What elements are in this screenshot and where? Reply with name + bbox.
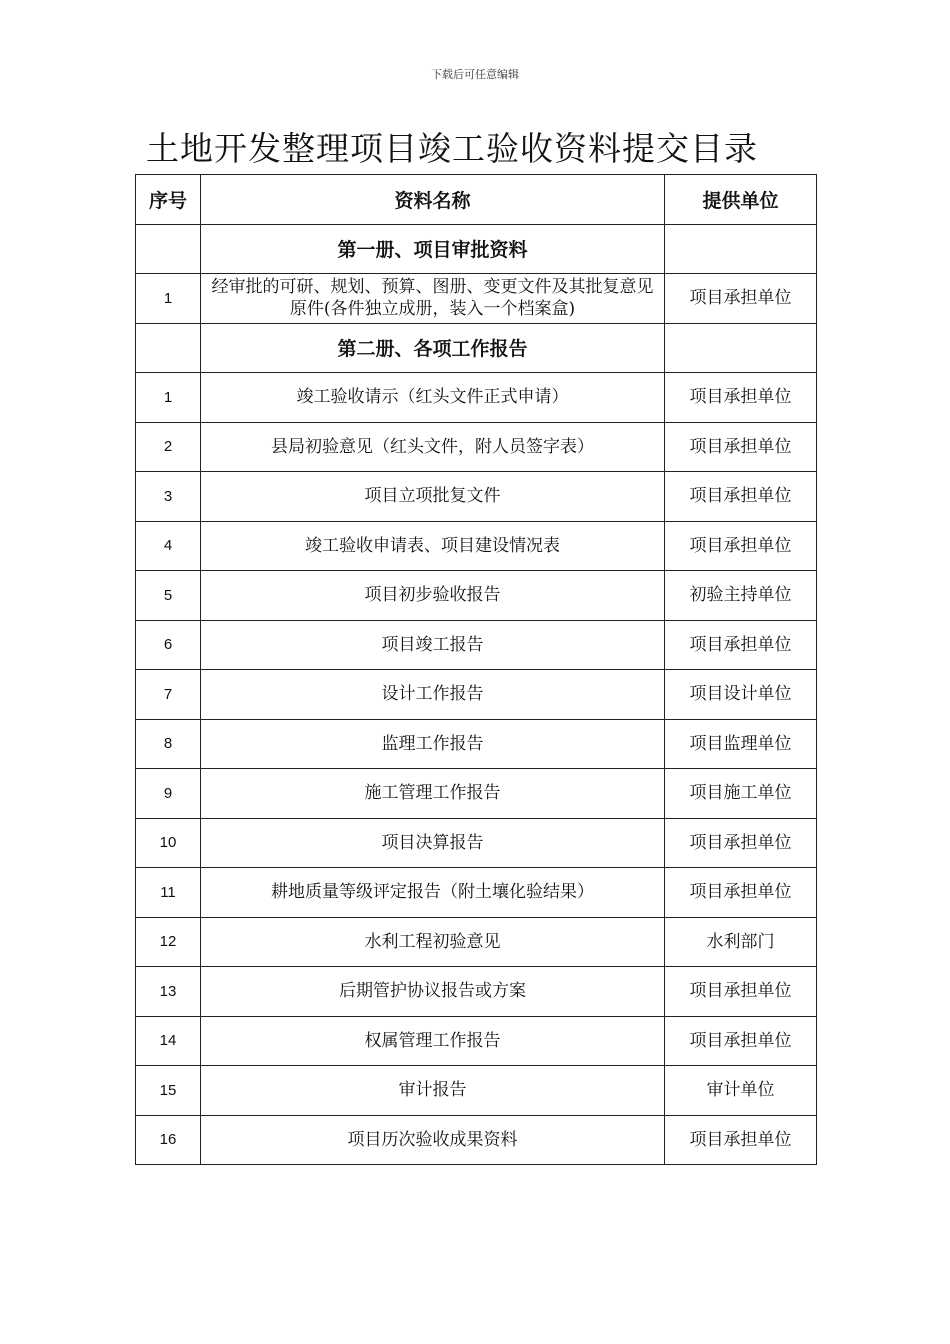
provider-unit: 初验主持单位 <box>665 571 817 621</box>
row-number: 2 <box>136 422 201 472</box>
provider-unit: 水利部门 <box>665 917 817 967</box>
section-row <box>136 224 817 274</box>
provider-unit: 项目承担单位 <box>665 967 817 1017</box>
provider-unit: 审计单位 <box>665 1066 817 1116</box>
table-row <box>136 274 817 324</box>
document-name: 项目立项批复文件 <box>201 472 665 522</box>
document-name: 水利工程初验意见 <box>201 917 665 967</box>
document-name: 项目历次验收成果资料 <box>201 1115 665 1165</box>
table-row <box>136 373 817 423</box>
row-number: 15 <box>136 1066 201 1116</box>
row-number: 10 <box>136 818 201 868</box>
table-row <box>136 719 817 769</box>
row-number: 4 <box>136 521 201 571</box>
document-name: 经审批的可研、规划、预算、图册、变更文件及其批复意见原件(各件独立成册，装入一个档案盒) <box>201 274 665 324</box>
document-name: 设计工作报告 <box>201 670 665 720</box>
column-header-no: 序号 <box>136 175 201 225</box>
document-name: 权属管理工作报告 <box>201 1016 665 1066</box>
row-number: 9 <box>136 769 201 819</box>
provider-unit: 项目承担单位 <box>665 1115 817 1165</box>
row-number: 5 <box>136 571 201 621</box>
provider-unit: 项目监理单位 <box>665 719 817 769</box>
row-number: 12 <box>136 917 201 967</box>
page-title: 土地开发整理项目竣工验收资料提交目录 <box>146 129 758 168</box>
provider-unit: 项目承担单位 <box>665 274 817 324</box>
row-number: 16 <box>136 1115 201 1165</box>
section-unit-cell <box>665 323 817 373</box>
document-name: 审计报告 <box>201 1066 665 1116</box>
document-name: 竣工验收申请表、项目建设情况表 <box>201 521 665 571</box>
table-row <box>136 521 817 571</box>
provider-unit: 项目承担单位 <box>665 818 817 868</box>
provider-unit: 项目施工单位 <box>665 769 817 819</box>
provider-unit: 项目承担单位 <box>665 620 817 670</box>
row-number: 14 <box>136 1016 201 1066</box>
provider-unit: 项目承担单位 <box>665 373 817 423</box>
row-number: 3 <box>136 472 201 522</box>
table-row <box>136 818 817 868</box>
document-name: 后期管护协议报告或方案 <box>201 967 665 1017</box>
column-header-unit: 提供单位 <box>665 175 817 225</box>
document-name: 县局初验意见（红头文件，附人员签字表） <box>201 422 665 472</box>
header-note: 下载后可任意编辑 <box>431 68 519 81</box>
table-row <box>136 670 817 720</box>
document-name: 耕地质量等级评定报告（附土壤化验结果） <box>201 868 665 918</box>
provider-unit: 项目承担单位 <box>665 521 817 571</box>
table-header-row <box>136 175 817 225</box>
table-row <box>136 917 817 967</box>
table-row <box>136 769 817 819</box>
document-name: 项目竣工报告 <box>201 620 665 670</box>
section-unit-cell <box>665 224 817 274</box>
section-row <box>136 323 817 373</box>
catalog-table <box>135 174 817 1165</box>
section-title: 第二册、各项工作报告 <box>201 323 665 373</box>
row-number: 1 <box>136 274 201 324</box>
provider-unit: 项目承担单位 <box>665 422 817 472</box>
section-no-cell <box>136 323 201 373</box>
document-name: 项目决算报告 <box>201 818 665 868</box>
document-name: 竣工验收请示（红头文件正式申请） <box>201 373 665 423</box>
section-title: 第一册、项目审批资料 <box>201 224 665 274</box>
document-name: 施工管理工作报告 <box>201 769 665 819</box>
row-number: 7 <box>136 670 201 720</box>
table-row <box>136 472 817 522</box>
table-row <box>136 620 817 670</box>
row-number: 6 <box>136 620 201 670</box>
table-row <box>136 1066 817 1116</box>
table-row <box>136 422 817 472</box>
section-no-cell <box>136 224 201 274</box>
row-number: 11 <box>136 868 201 918</box>
provider-unit: 项目承担单位 <box>665 472 817 522</box>
provider-unit: 项目承担单位 <box>665 1016 817 1066</box>
provider-unit: 项目设计单位 <box>665 670 817 720</box>
table-row <box>136 1115 817 1165</box>
row-number: 1 <box>136 373 201 423</box>
column-header-name: 资料名称 <box>201 175 665 225</box>
row-number: 8 <box>136 719 201 769</box>
document-name: 监理工作报告 <box>201 719 665 769</box>
table-row <box>136 1016 817 1066</box>
row-number: 13 <box>136 967 201 1017</box>
table-body <box>136 224 817 1165</box>
table-row <box>136 868 817 918</box>
table-row <box>136 967 817 1017</box>
document-name: 项目初步验收报告 <box>201 571 665 621</box>
provider-unit: 项目承担单位 <box>665 868 817 918</box>
table-row <box>136 571 817 621</box>
